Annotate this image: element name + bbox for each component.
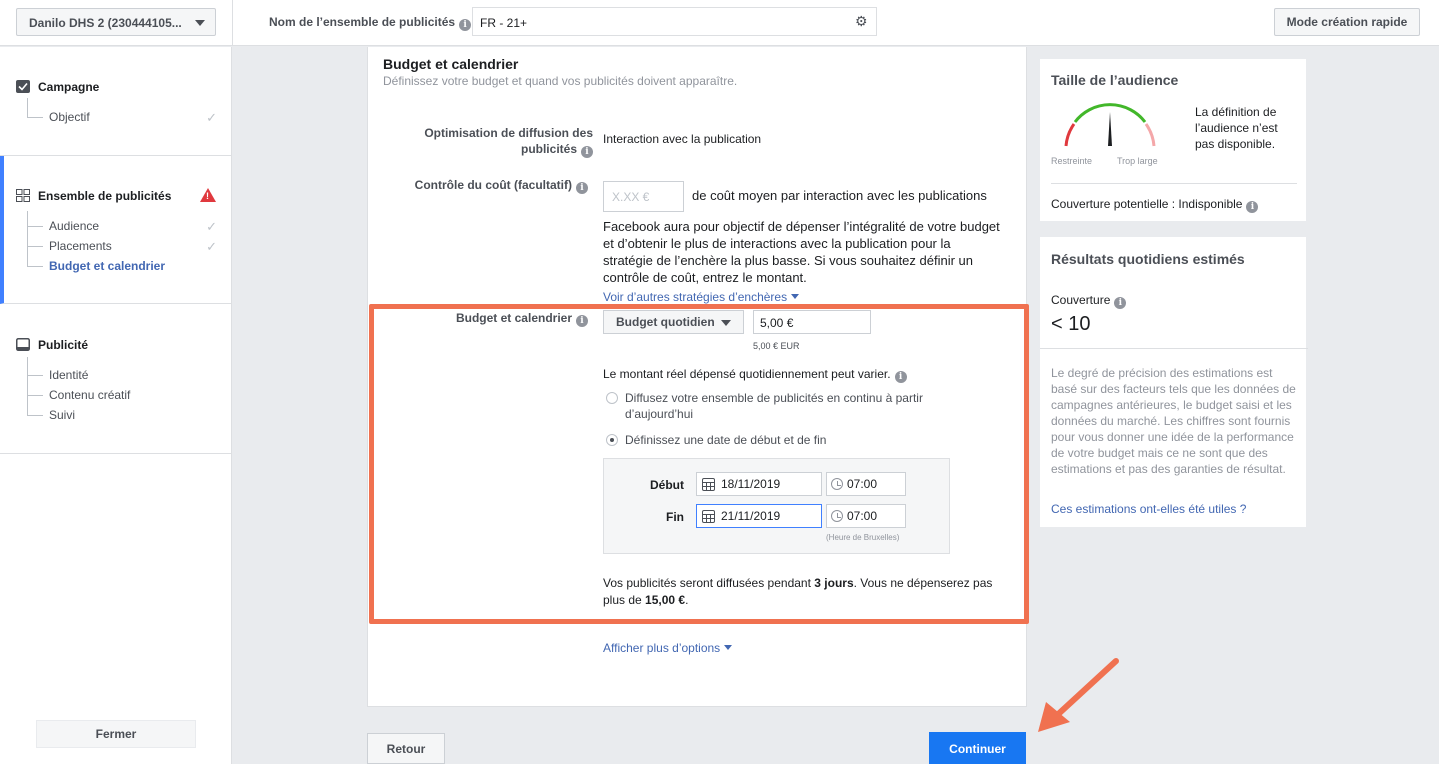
info-icon[interactable]: i bbox=[1246, 201, 1258, 213]
audience-gauge-icon bbox=[1050, 102, 1170, 150]
caret-down-icon bbox=[791, 294, 799, 299]
optimization-label bbox=[398, 125, 593, 158]
end-label: Fin bbox=[666, 510, 684, 524]
budget-amount-hint: 5,00 € EUR bbox=[753, 341, 800, 351]
sidebar-item-label: Suivi bbox=[49, 408, 76, 422]
sidebar bbox=[0, 47, 232, 764]
more-options-text: Afficher plus d’options bbox=[603, 641, 721, 655]
start-date-value: 18/11/2019 bbox=[721, 477, 781, 491]
nav-head-ad[interactable] bbox=[16, 338, 88, 352]
close-button[interactable]: Fermer bbox=[36, 720, 196, 748]
estimates-disclaimer: Le degré de précision des estimations est basé sur des facteurs tels que les données de campagnes antérieures, le budget saisi et les données du marché. Les chiffres sont fournis pour vous donner une idée de la performance de votre budget mais ce ne sont que des estimations et pas des garanties de résultat. bbox=[1051, 366, 1296, 476]
reach-label-text: Couverture bbox=[1051, 293, 1111, 307]
timezone-note: (Heure de Bruxelles) bbox=[826, 533, 900, 542]
end-time-input[interactable] bbox=[826, 504, 906, 528]
spend-note bbox=[603, 367, 907, 383]
cost-control-help: Facebook aura pour objectif de dépenser l’intégralité de votre budget et d’obtenir le plus de interactions avec la publication pour la stratégie de l’enchère la plus basse. Si vous souhaitez définir un contrôle de coût, entrez le montant. bbox=[603, 219, 1000, 285]
clock-icon bbox=[831, 510, 843, 522]
optimization-label-text: Optimisation de diffusion des publicités bbox=[424, 126, 593, 156]
tree-line bbox=[27, 357, 28, 415]
audience-text: La définition de l’audience n’est pas disponible. bbox=[1195, 105, 1278, 151]
summary-text: . Vous ne dépenserez pas plus de bbox=[603, 576, 993, 607]
info-icon[interactable]: i bbox=[576, 315, 588, 327]
top-bar bbox=[0, 0, 1439, 46]
info-icon[interactable]: i bbox=[581, 146, 593, 158]
summary-text: . bbox=[685, 593, 689, 607]
continue-button[interactable]: Continuer bbox=[929, 732, 1026, 764]
sidebar-item-budget[interactable] bbox=[27, 259, 217, 273]
potential-coverage bbox=[1051, 197, 1258, 213]
start-label: Début bbox=[650, 478, 684, 492]
info-icon[interactable]: i bbox=[895, 371, 907, 383]
nav-section-adset bbox=[0, 156, 232, 304]
back-button[interactable]: Retour bbox=[367, 733, 445, 764]
start-time-value: 07:00 bbox=[847, 477, 878, 491]
nav-head-ad-label: Publicité bbox=[38, 338, 89, 352]
info-icon[interactable]: i bbox=[576, 182, 588, 194]
caret-down-icon bbox=[724, 645, 732, 650]
gear-icon[interactable]: ⚙ bbox=[855, 13, 868, 29]
end-date-input[interactable] bbox=[696, 504, 822, 528]
sidebar-item-label: Placements bbox=[49, 239, 112, 253]
sidebar-item-placements[interactable] bbox=[27, 239, 217, 253]
nav-head-adset-label: Ensemble de publicités bbox=[38, 189, 172, 203]
sidebar-item-label: Contenu créatif bbox=[49, 388, 131, 402]
sidebar-item-audience[interactable] bbox=[27, 219, 217, 233]
budget-amount-input[interactable]: 5,00 € bbox=[753, 310, 871, 334]
gauge-high-label: Trop large bbox=[1117, 156, 1158, 166]
calendar-icon bbox=[702, 478, 715, 491]
gauge-low-label: Restreinte bbox=[1051, 156, 1093, 166]
reach-label bbox=[1051, 293, 1126, 309]
caret-down-icon bbox=[721, 320, 731, 326]
budget-label-text: Budget et calendrier bbox=[455, 311, 572, 325]
section-title: Budget et calendrier bbox=[383, 56, 519, 72]
budget-type-dropdown[interactable] bbox=[603, 310, 744, 334]
check-icon: ✓ bbox=[206, 110, 217, 125]
adset-name-label-text: Nom de l’ensemble de publicités bbox=[269, 15, 456, 29]
divider bbox=[1051, 183, 1297, 184]
nav-head-campaign-label: Campagne bbox=[38, 80, 100, 94]
nav-head-campaign[interactable] bbox=[16, 80, 99, 94]
potential-coverage-text: Couverture potentielle : Indisponible bbox=[1051, 197, 1243, 211]
summary-amount: 15,00 € bbox=[645, 593, 686, 607]
audience-card-title: Taille de l’audience bbox=[1051, 72, 1179, 88]
radio-continuous-label[interactable]: Diffusez votre ensemble de publicités en continu à partir d’aujourd’hui bbox=[625, 391, 923, 421]
check-icon: ✓ bbox=[206, 239, 217, 254]
date-range-box bbox=[603, 458, 950, 554]
estimates-feedback-link[interactable]: Ces estimations ont-elles été utiles ? bbox=[1051, 502, 1247, 516]
grid-icon bbox=[16, 189, 30, 202]
summary-text: Vos publicités seront diffusées pendant bbox=[603, 576, 815, 590]
sidebar-item-label: Audience bbox=[49, 219, 100, 233]
sidebar-item-label: Identité bbox=[49, 368, 89, 382]
optimization-value[interactable]: Interaction avec la publication bbox=[603, 132, 762, 146]
ad-icon bbox=[16, 338, 30, 351]
caret-down-icon bbox=[195, 20, 205, 26]
radio-continuous[interactable] bbox=[606, 392, 618, 404]
adset-name-label bbox=[269, 15, 471, 31]
spend-note-text: Le montant réel dépensé quotidiennement peut varier. bbox=[603, 367, 891, 381]
cost-control-label bbox=[388, 177, 588, 194]
info-icon[interactable]: i bbox=[1114, 297, 1126, 309]
start-time-input[interactable] bbox=[826, 472, 906, 496]
budget-type-value: Budget quotidien bbox=[616, 315, 715, 329]
bid-strategies-link-text: Voir d’autres stratégies d’enchères bbox=[603, 290, 788, 304]
end-date-value: 21/11/2019 bbox=[721, 509, 781, 523]
account-selector[interactable] bbox=[16, 8, 216, 36]
info-icon[interactable]: i bbox=[459, 19, 471, 31]
sidebar-item-suivi[interactable] bbox=[27, 408, 217, 422]
calendar-icon bbox=[702, 510, 715, 523]
checkbox-icon bbox=[16, 80, 30, 93]
cost-control-input[interactable]: X.XX € bbox=[603, 181, 684, 212]
cost-control-label-text: Contrôle du coût (facultatif) bbox=[414, 178, 572, 192]
warning-icon: ! bbox=[200, 188, 216, 202]
results-card-title: Résultats quotidiens estimés bbox=[1051, 251, 1245, 267]
start-date-input[interactable] bbox=[696, 472, 822, 496]
reach-value: < 10 bbox=[1051, 313, 1091, 335]
nav-head-adset[interactable] bbox=[16, 189, 171, 203]
nav-section-campaign bbox=[0, 47, 232, 156]
daily-results-card bbox=[1039, 236, 1307, 528]
sidebar-item-identite[interactable] bbox=[27, 368, 217, 382]
account-name: Danilo DHS 2 (230444105... bbox=[29, 16, 182, 30]
cost-control-description: de coût moyen par interaction avec les publications bbox=[692, 188, 987, 203]
nav-section-ad bbox=[0, 304, 232, 454]
sidebar-item-label: Budget et calendrier bbox=[49, 259, 166, 273]
budget-schedule-panel bbox=[367, 47, 1027, 707]
budget-label bbox=[408, 310, 588, 327]
clock-icon bbox=[831, 478, 843, 490]
more-options-link[interactable] bbox=[603, 641, 732, 655]
bid-strategies-link[interactable] bbox=[603, 290, 799, 304]
divider bbox=[232, 0, 233, 46]
radio-start-end[interactable] bbox=[606, 434, 618, 446]
section-subtitle: Définissez votre budget et quand vos publicités doivent apparaître. bbox=[383, 74, 738, 88]
quick-mode-button[interactable]: Mode création rapide bbox=[1274, 8, 1420, 36]
arrow-annotation-icon bbox=[1036, 656, 1122, 736]
radio-start-end-label[interactable]: Définissez une date de début et de fin bbox=[625, 433, 827, 447]
sidebar-item-contenu[interactable] bbox=[27, 388, 217, 402]
sidebar-item-label: Objectif bbox=[49, 110, 90, 124]
audience-size-card bbox=[1039, 58, 1307, 222]
end-time-value: 07:00 bbox=[847, 509, 878, 523]
divider bbox=[1040, 348, 1308, 349]
schedule-summary bbox=[603, 575, 993, 609]
sidebar-item-objectif[interactable] bbox=[27, 110, 217, 124]
adset-name-input[interactable]: FR - 21+ bbox=[472, 7, 877, 36]
summary-days: 3 jours bbox=[814, 576, 854, 590]
check-icon: ✓ bbox=[206, 219, 217, 234]
